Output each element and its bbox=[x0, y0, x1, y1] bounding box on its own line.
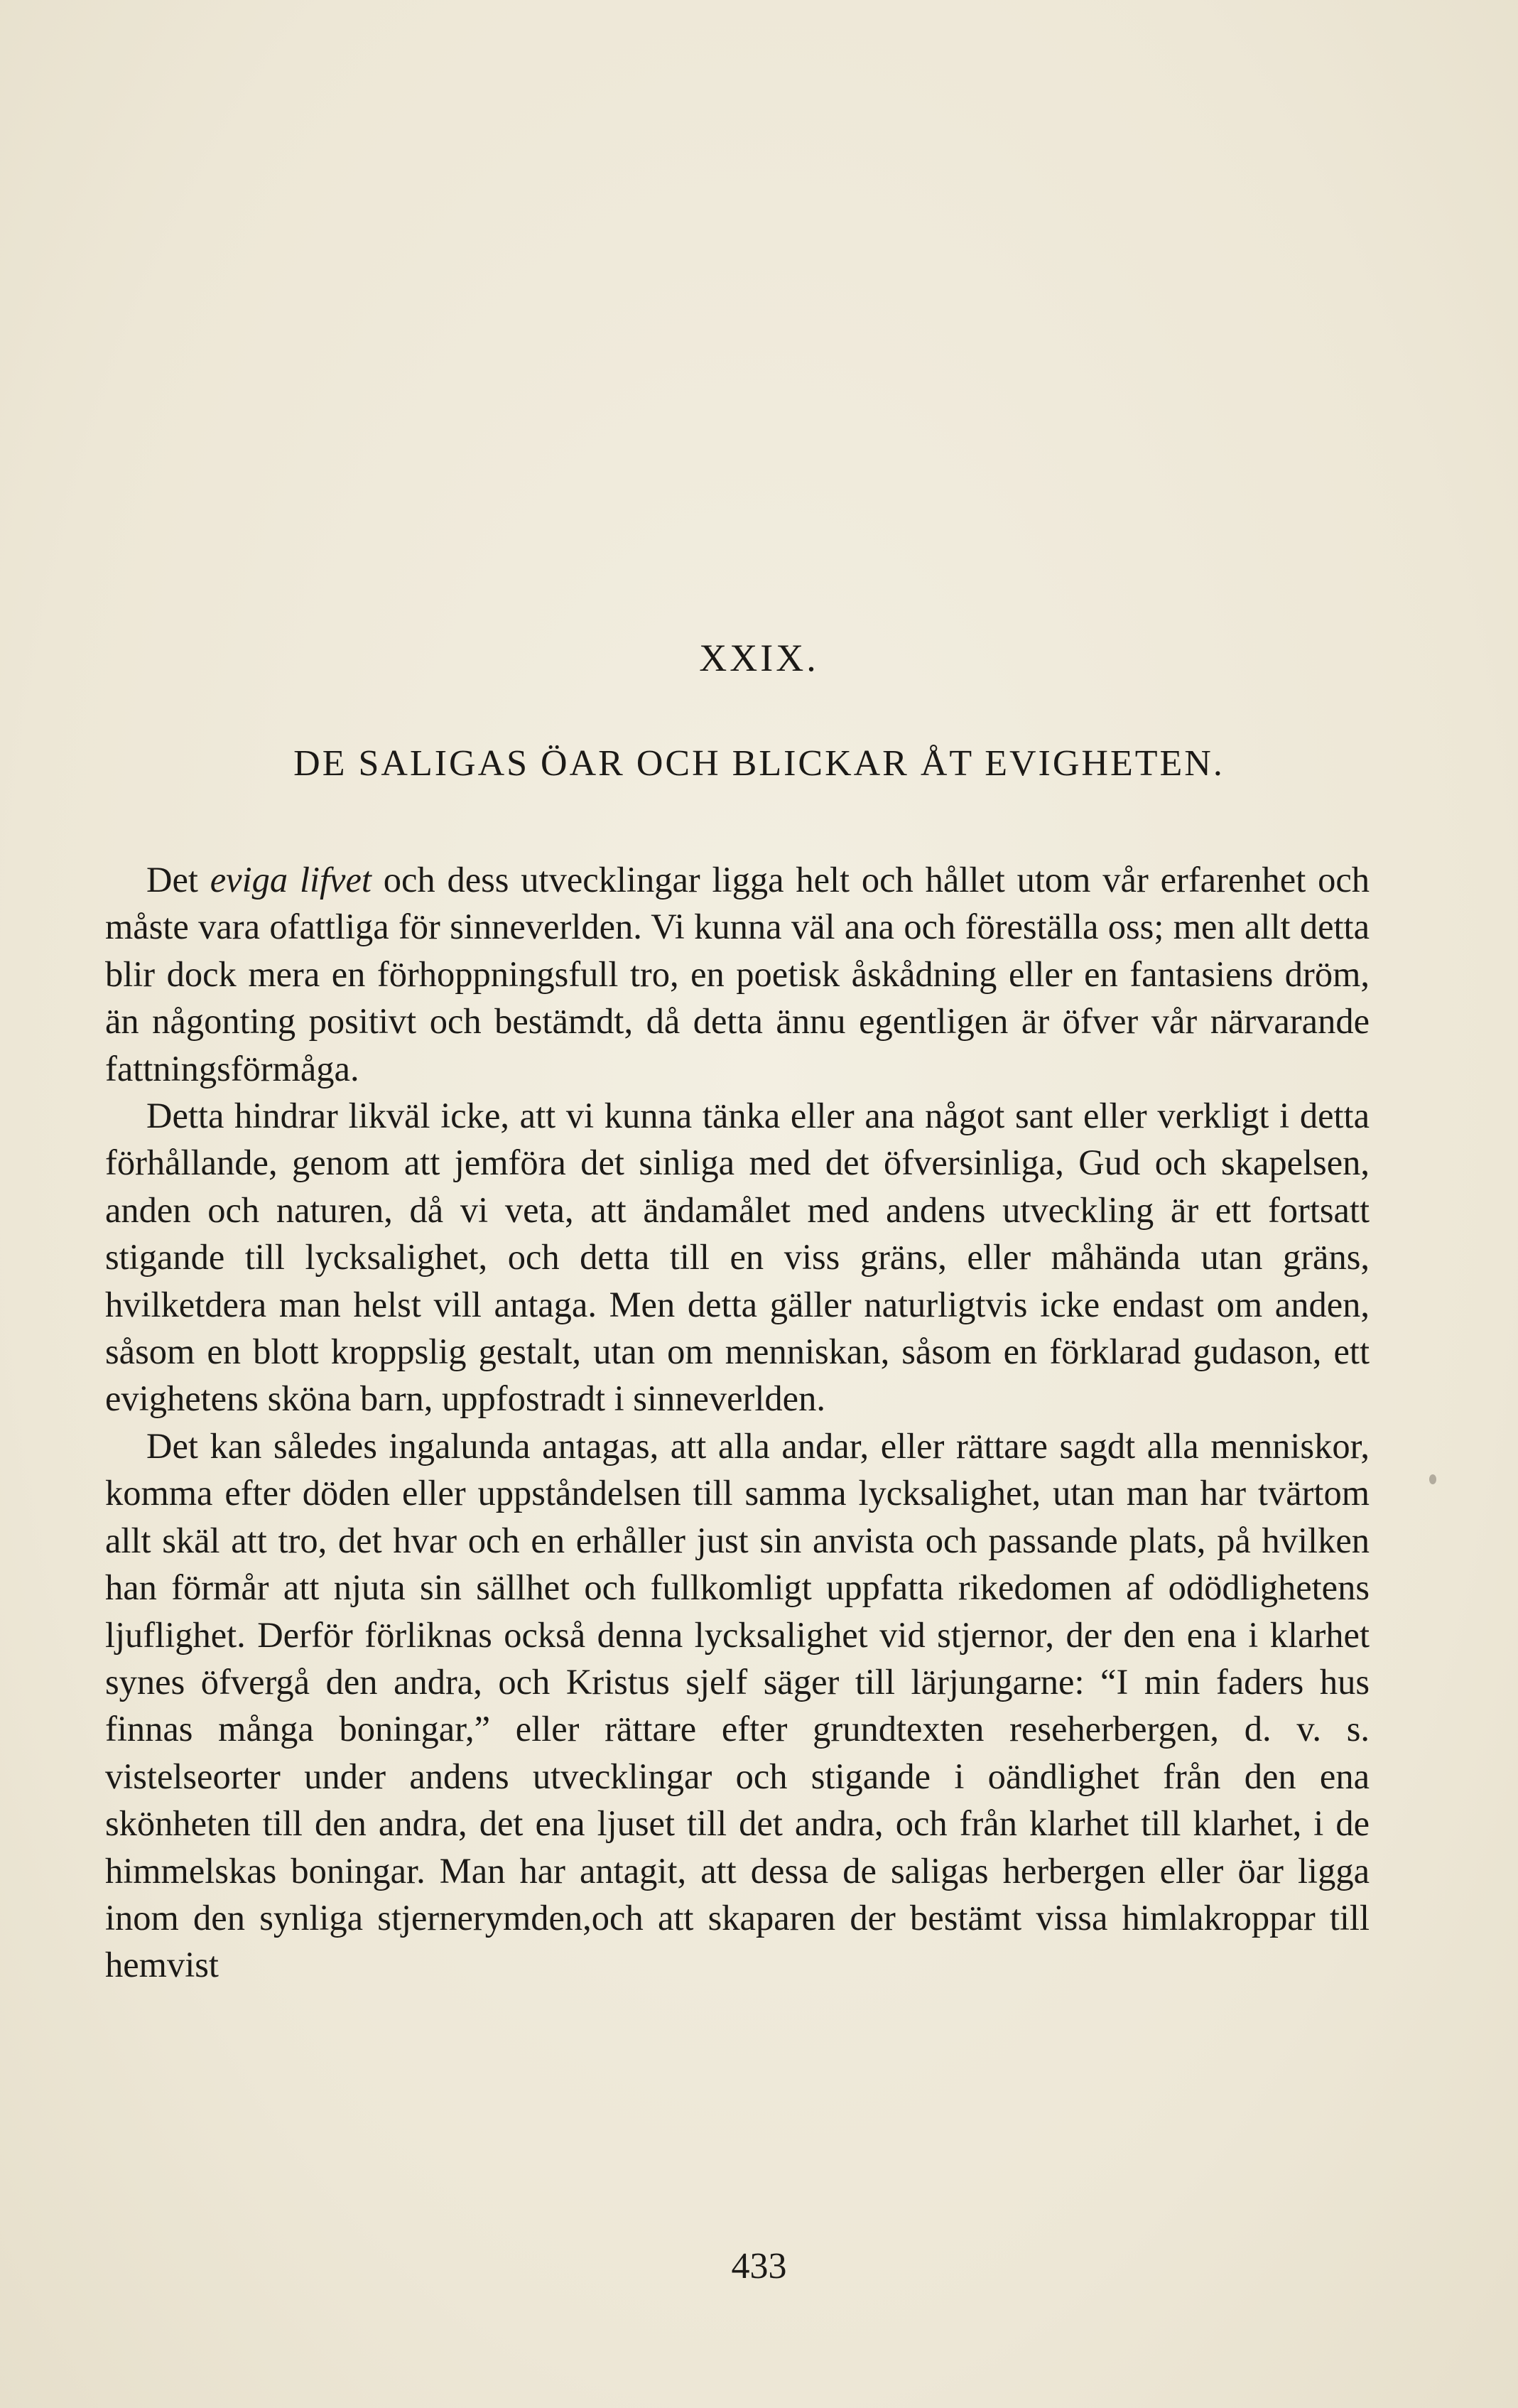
paragraph-3: Det kan således ingalunda antagas, att alla andar, eller rättare sagdt alla menniskor, komma efter döden eller uppståndelsen till samma lycksalighet, utan man har tvärtom allt skäl att tro, det hvar och en erhåller just sin anvista och passande plats, på hvilken han förmår att njuta sin sällhet och fullkomligt uppfatta rikedomen af odödlighetens ljuflighet. Derför förliknas också denna lycksalighet vid stjernor, der den ena i klarhet synes öfvergå den andra, och Kristus sjelf säger till lärjungarne: “I min faders hus finnas många boningar,” eller rättare efter grundtexten reseherbergen, d. v. s. vistelseorter under andens utvecklingar och stigande i oändlighet från den ena skönheten till den andra, det ena ljuset till det andra, och från klarhet till klarhet, i de himmelskas boningar. Man har antagit, att dessa de saligas herbergen eller öar ligga inom den synliga stjernerymden,och att skaparen der bestämt vissa himlakroppar till hemvist bbox=[105, 1425, 1370, 1985]
emphasis-eviga-lifvet: eviga lifvet bbox=[210, 860, 372, 900]
chapter-number: XXIX. bbox=[699, 637, 819, 679]
chapter-title: DE SALIGAS ÖAR OCH BLICKAR ÅT EVIGHETEN. bbox=[293, 743, 1225, 784]
chapter-body bbox=[105, 856, 1370, 1989]
paragraph-1 bbox=[105, 856, 1370, 1092]
paragraph-1-start: Det bbox=[146, 860, 210, 900]
paper-speck bbox=[1429, 1474, 1436, 1484]
paragraph-2: Detta hindrar likväl icke, att vi kunna tänka eller ana något sant eller verkligt i detta förhållande, genom att jemföra det sinliga med det öfversinliga, Gud och skapelsen, anden och naturen, då vi veta, att ändamålet med andens utveckling är ett fortsatt stigande till lycksalighet, och detta till en viss gräns, eller måhända utan gräns, hvilketdera man helst vill antaga. Men detta gäller naturligtvis icke endast om anden, såsom en blott kroppslig gestalt, utan om menniskan, såsom en förklarad gudason, ett evighetens sköna barn, uppfostradt i sinneverlden. bbox=[105, 1096, 1370, 1419]
paragraph-1-rest: och dess utvecklingar ligga helt och hållet utom vår erfarenhet och måste vara ofattliga för sinneverlden. Vi kunna väl ana och föreställa oss; men allt detta blir dock mera en förhoppningsfull tro, en poetisk åskådning eller en fantasiens dröm, än någonting positivt och bestämdt, då detta ännu egentligen är öfver vår närvarande fattningsförmåga. bbox=[105, 860, 1370, 1089]
page-number: 433 bbox=[731, 2246, 787, 2286]
